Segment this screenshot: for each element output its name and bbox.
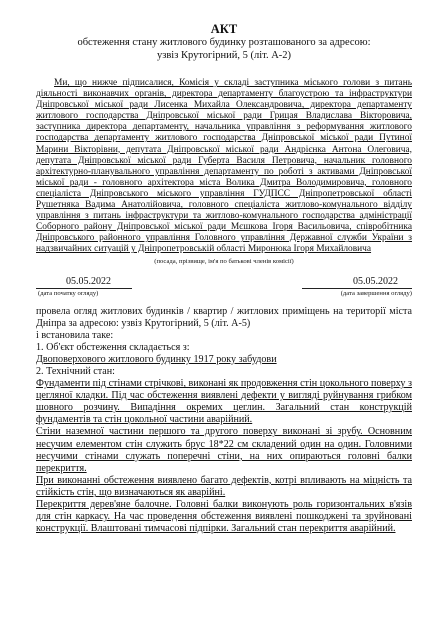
document-title: АКТ (210, 22, 238, 36)
section2-heading: 2. Технічний стан: (36, 365, 115, 377)
end-date-underline (302, 288, 412, 289)
walls-paragraph: Стіни наземної частини першого та другого поверху виконані зі зрубу. Основним несучим елементом стін служить брус 18*22 см складений один на один. Головними несучими стінами служать поперечні стіни, на них опираються головні балки перекриття. (36, 426, 412, 474)
inspection-intro: провела огляд житлових будинків / квартир / житлових приміщень на території міста Дніпра за адресою: узвіз Крутогірний, 5 (літ. А-5) (36, 305, 412, 329)
start-date-caption: (дата початку огляду) (38, 289, 99, 297)
established-line: і встановила таке: (36, 329, 114, 341)
act-body (36, 306, 412, 536)
inspection-end-date: 05.05.2022 (353, 275, 398, 287)
commission-caption: (посада, прізвище, ім'я по батькові членів комісії) (154, 257, 294, 265)
document-subtitle-line1: обстеження стану житлового будинку розташованого за адресою: (77, 37, 371, 48)
section1-heading: 1. Об'єкт обстеження складається з: (36, 341, 190, 353)
document-subtitle-line2: узвіз Крутогірний, 5 (літ. А-2) (156, 50, 292, 61)
foundations-paragraph: Фундаменти під стінами стрічкові, виконані як продовження стін цокольного поверху з цегляної кладки. Під час обстеження виявлені дефекти у вигляді руйнування грибком шовного розчину. Випадіння окремих цеглин. Загальний стан конструкцій фундаментів та стін цокольної частини аварійний. (36, 378, 412, 426)
section1-object-description: Двоповерхового житлового будинку 1917 року забудови (36, 353, 277, 365)
end-date-caption: (дата завершення огляду) (340, 289, 412, 297)
commission-members-text: Ми, що нижче підписалися, Комісія у складі заступника міського голови з питань діяльності виконавчих органів, директора департаменту благоустрою та інфраструктури Дніпровської міської ради Лисенка Михайла Олександровича, директора департаменту житлового господарства Дніпровської міської ради Грицая Владислава Вікторовича, заступника директора департаменту, начальника управління з реформування житлового господарства департаменту житлового господарства Дніпровської міської ради Путиної Марини Вікторівни, депутата Дніпровської міської ради Андрієнка Антона Олеговича, депутата Дніпровської міської ради Губерта Василя Петровича, начальник головного архітектурно-планувального управління департаменту по роботі з активами Дніпровської міської ради - головного архітектора міста Волика Дмитра Володимировича, головного спеціаліста Дніпровського міського управління ГУДПСС Дніпропетровської області Рушетняка Вадима Анатолійовича, головного спеціаліста житлово-комунального відділу управління з питань інфраструктури та житлово-комунального господарства адміністрації Соборного району Дніпровської міської ради Мєшкова Ігоря Васильовича, співробітника Дніпровського районного управління Головного управління Державної служби України з надзвичайних ситуацій у Дніпропетровській області Миронюка Ігоря Михайловича (36, 78, 412, 255)
start-date-underline (36, 288, 132, 289)
ceiling-paragraph: Перекриття дерев'яне балочне. Головні балки виконують роль горизонтальних в'язів для стін каркасу. На час проведення обстеження виявлені пошкоджені та зруйновані конструкції. Влаштовані тимчасові підпірки. Загальний стан перекриття аварійний. (36, 499, 412, 535)
inspection-dates (36, 276, 412, 306)
inspection-start-date: 05.05.2022 (66, 275, 111, 287)
defects-paragraph: При виконанні обстеження виявлено багато дефектів, котрі впливають на міцність та стійкість стін, що визначаються як аварійні. (36, 474, 412, 498)
